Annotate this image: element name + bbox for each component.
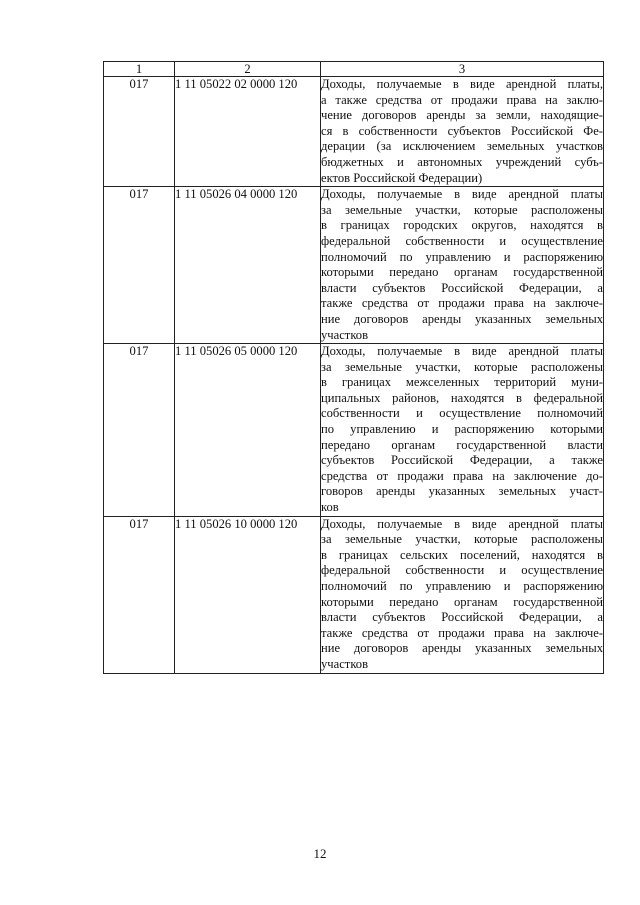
description-cell bbox=[321, 516, 604, 673]
table-row bbox=[104, 187, 604, 344]
description-line: полномочий по управлению и распоряжению bbox=[321, 249, 603, 264]
description-line: ектов Российской Федерации) bbox=[321, 170, 483, 185]
description-line: в границах межселенных территорий муни- bbox=[321, 375, 603, 390]
column-header-1: 1 bbox=[104, 62, 175, 77]
description-line: собственности и осуществление полномочий bbox=[321, 406, 603, 421]
description-line: участков bbox=[321, 656, 369, 671]
description-line: средства от продажи права на заключение до- bbox=[321, 468, 603, 483]
description-line: ципальных районов, находятся в федеральной bbox=[321, 390, 603, 405]
table-body bbox=[104, 77, 604, 674]
description-line: федеральной собственности и осуществление bbox=[321, 233, 603, 248]
table-row bbox=[104, 344, 604, 517]
description-line: Доходы, получаемые в виде арендной платы, bbox=[321, 77, 603, 91]
description-line: за земельные участки, которые расположены bbox=[321, 532, 603, 547]
description-line: передано органам государственной власти bbox=[321, 437, 603, 452]
description-line: ся в собственности субъектов Российской Фе- bbox=[321, 123, 603, 138]
description-cell bbox=[321, 77, 604, 187]
description-line: по управлению и распоряжению которыми bbox=[321, 422, 603, 437]
description-line: Доходы, получаемые в виде арендной платы bbox=[321, 187, 603, 202]
description-line: полномочий по управлению и распоряжению bbox=[321, 579, 603, 593]
description-line: ние договоров аренды указанных земельных bbox=[321, 641, 603, 656]
description-line: власти субъектов Российской Федерации, а bbox=[321, 280, 603, 295]
table-row bbox=[104, 516, 604, 673]
description-line: а также средства от продажи права на заклю- bbox=[321, 92, 603, 107]
description-line: говоров аренды указанных земельных участ- bbox=[321, 484, 603, 499]
description-line: также средства от продажи права на заключе- bbox=[321, 296, 603, 311]
budget-code-cell: 1 11 05022 02 0000 120 bbox=[175, 77, 321, 187]
admin-code-cell: 017 bbox=[104, 344, 175, 517]
admin-code-cell: 017 bbox=[104, 516, 175, 673]
description-line: федеральной собственности и осуществление bbox=[321, 563, 603, 578]
description-line: Доходы, получаемые в виде арендной платы bbox=[321, 516, 603, 531]
revenue-codes-table bbox=[103, 61, 604, 674]
description-line: также средства от продажи права на заключе- bbox=[321, 625, 603, 640]
description-cell bbox=[321, 187, 604, 344]
description-line: в границах городских округов, находятся в bbox=[321, 218, 603, 233]
description-line: ние договоров аренды указанных земельных bbox=[321, 311, 603, 326]
budget-code-cell: 1 11 05026 10 0000 120 bbox=[175, 516, 321, 673]
description-line: которыми передано органам государственной bbox=[321, 265, 603, 280]
budget-code-cell: 1 11 05026 04 0000 120 bbox=[175, 187, 321, 344]
column-header-2: 2 bbox=[175, 62, 321, 77]
description-line: ков bbox=[321, 500, 339, 515]
budget-code-cell: 1 11 05026 05 0000 120 bbox=[175, 344, 321, 517]
description-line: дерации (за исключением земельных участков bbox=[321, 139, 603, 154]
description-line: за земельные участки, которые расположены bbox=[321, 359, 603, 374]
table-row bbox=[104, 77, 604, 187]
description-line: которыми передано органам государственной bbox=[321, 594, 603, 609]
description-line: в границах сельских поселений, находятся в bbox=[321, 547, 603, 562]
header-row bbox=[104, 62, 604, 77]
description-cell bbox=[321, 344, 604, 517]
description-line: субъектов Российской Федерации, а также bbox=[321, 453, 603, 468]
description-line: за земельные участки, которые расположены bbox=[321, 202, 603, 217]
description-line: власти субъектов Российской Федерации, а bbox=[321, 610, 603, 625]
admin-code-cell: 017 bbox=[104, 77, 175, 187]
description-line: чение договоров аренды за земли, находящие- bbox=[321, 108, 603, 123]
description-line: бюджетных и автономных учреждений субъ- bbox=[321, 154, 603, 169]
description-line: Доходы, получаемые в виде арендной платы bbox=[321, 344, 603, 359]
column-header-3: 3 bbox=[321, 62, 604, 77]
page-number: 12 bbox=[313, 846, 327, 861]
admin-code-cell: 017 bbox=[104, 187, 175, 344]
description-line: участков bbox=[321, 327, 369, 342]
